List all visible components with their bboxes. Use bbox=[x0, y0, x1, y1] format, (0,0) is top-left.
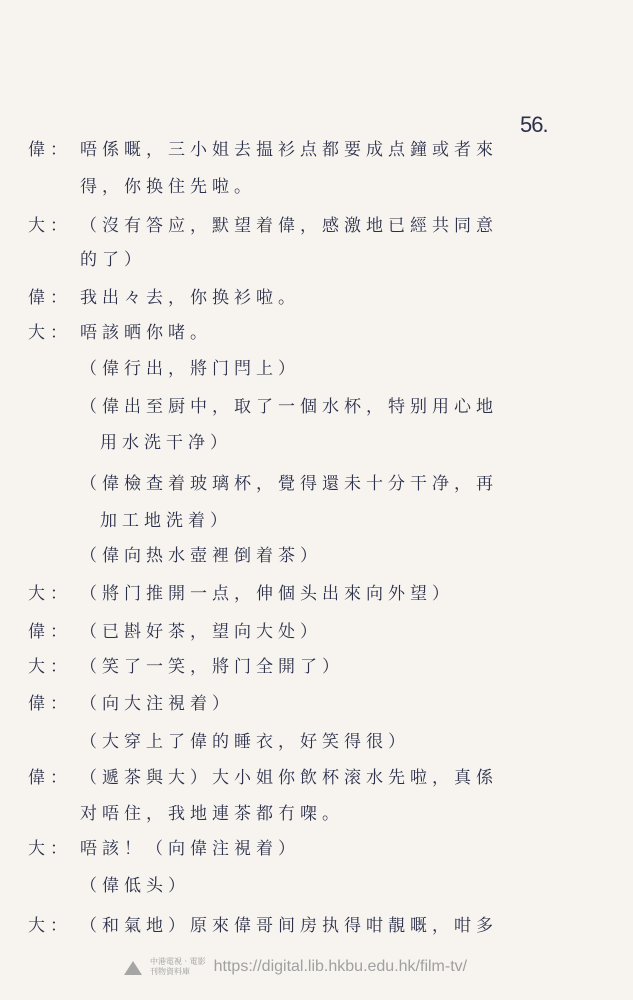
script-line bbox=[0, 428, 633, 458]
script-line bbox=[0, 318, 633, 348]
script-line bbox=[0, 579, 633, 609]
line-text: 我出々去，你换衫啦。 bbox=[80, 288, 300, 308]
script-line bbox=[0, 617, 633, 647]
line-text: （向大注視着） bbox=[80, 694, 234, 714]
script-line bbox=[0, 763, 633, 793]
line-text: 加工地洗着） bbox=[100, 511, 232, 531]
speaker-label: 偉： bbox=[28, 694, 72, 714]
speaker-label: 大： bbox=[28, 323, 72, 343]
line-text: （大穿上了偉的睡衣，好笑得很） bbox=[80, 732, 410, 752]
line-text: （沒有答应，默望着偉，感激地已經共同意 bbox=[80, 216, 498, 236]
line-text: （偉行出，將门閂上） bbox=[80, 359, 300, 379]
speaker-label: 大： bbox=[28, 839, 72, 859]
script-line bbox=[0, 245, 633, 275]
line-text: 唔該晒你啫。 bbox=[80, 323, 212, 343]
archive-logo-line2: 刊物資料庫 bbox=[150, 967, 190, 976]
script-line bbox=[0, 506, 633, 536]
script-line bbox=[0, 283, 633, 313]
archive-logo-line1: 中港電視 · 電影 bbox=[150, 957, 206, 966]
script-line bbox=[0, 354, 633, 384]
line-text: （偉檢查着玻璃杯，覺得還未十分干净，再 bbox=[80, 474, 498, 494]
line-text: （偉低头） bbox=[80, 876, 190, 896]
script-line bbox=[0, 727, 633, 757]
line-text: （和氣地）原來偉哥间房执得咁靚嘅，咁多 bbox=[80, 916, 498, 936]
script-line bbox=[0, 541, 633, 571]
line-text: 唔係嘅，三小姐去揾衫点都要成点鐘或者來 bbox=[80, 140, 498, 160]
script-line bbox=[0, 689, 633, 719]
script-line bbox=[0, 469, 633, 499]
line-text: （遞茶與大）大小姐你飲杯滚水先啦，真係 bbox=[80, 768, 498, 788]
archive-logo-icon bbox=[124, 958, 142, 976]
speaker-label: 大： bbox=[28, 916, 72, 936]
line-text: （已斟好茶，望向大处） bbox=[80, 622, 322, 642]
line-text: 对唔住，我地連茶都冇㗎。 bbox=[80, 804, 344, 824]
script-line bbox=[0, 172, 633, 202]
speaker-label: 偉： bbox=[28, 288, 72, 308]
speaker-label: 大： bbox=[28, 657, 72, 677]
speaker-label: 偉： bbox=[28, 622, 72, 642]
script-line bbox=[0, 834, 633, 864]
speaker-label: 大： bbox=[28, 216, 72, 236]
line-text: 用水洗干净） bbox=[100, 433, 232, 453]
script-line bbox=[0, 799, 633, 829]
archive-logo-text bbox=[150, 957, 206, 977]
page-number: 56. bbox=[520, 112, 548, 137]
line-text: （偉向热水壺裡倒着茶） bbox=[80, 546, 322, 566]
script-line bbox=[0, 392, 633, 422]
speaker-label: 大： bbox=[28, 584, 72, 604]
line-text: 的了） bbox=[80, 250, 146, 270]
line-text: 得，你换住先啦。 bbox=[80, 177, 256, 197]
line-text: 唔該！（向偉注視着） bbox=[80, 839, 300, 859]
watermark bbox=[124, 952, 467, 982]
speaker-label: 偉： bbox=[28, 768, 72, 788]
script-line bbox=[0, 871, 633, 901]
line-text: （偉出至厨中，取了一個水杯，特别用心地 bbox=[80, 397, 498, 417]
archive-url: https://digital.lib.hkbu.edu.hk/film-tv/ bbox=[213, 958, 468, 975]
script-line bbox=[0, 211, 633, 241]
line-text: （笑了一笑，將门全開了） bbox=[80, 657, 344, 677]
line-text: （將门推開一点，伸個头出來向外望） bbox=[80, 584, 454, 604]
script-line bbox=[0, 652, 633, 682]
speaker-label: 偉： bbox=[28, 140, 72, 160]
script-line bbox=[0, 135, 633, 165]
script-line bbox=[0, 911, 633, 941]
